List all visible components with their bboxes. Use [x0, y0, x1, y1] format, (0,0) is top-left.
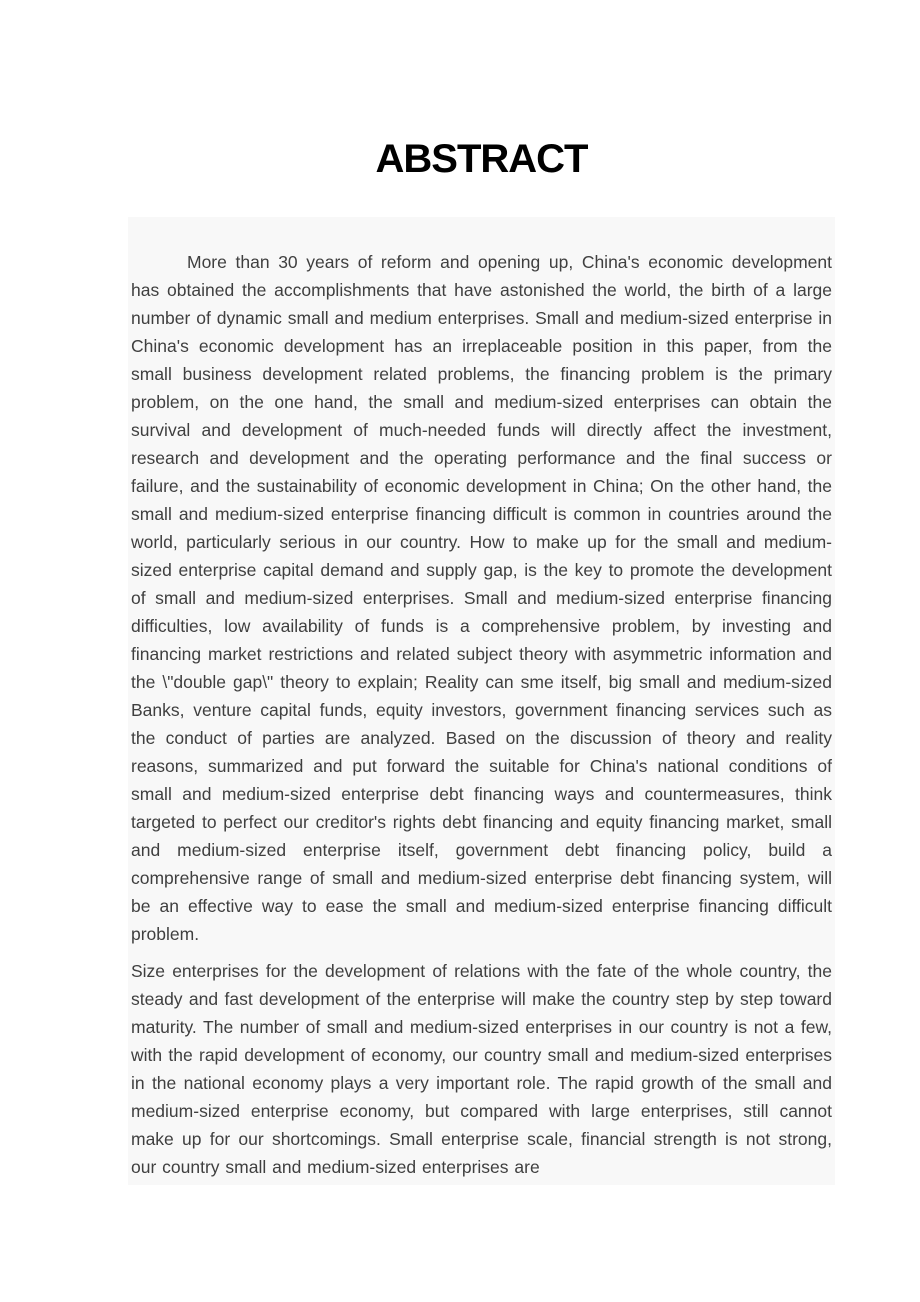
abstract-paragraph-2: Size enterprises for the development of relations with the fate of the whole country, the steady and fast development of the enterprise will make the country step by step toward maturity. The number of small and medium-sized enterprises in our country is not a few, with the rapid development of economy, our country small and medium-sized enterprises in the national economy plays a very important role. The rapid growth of the small and medium-sized enterprise economy, but compared with large enterprises, still cannot make up for our shortcomings. Small enterprise scale, financial strength is not strong, our country small and medium-sized enterprises are [131, 961, 832, 1177]
abstract-paragraph-1: More than 30 years of reform and opening up, China's economic development has obtained the accomplishments that have astonished the world, the birth of a large number of dynamic small and medium enterprises. Small and medium-sized enterprise in China's economic development has an irreplaceable position in this paper, from the small business development related problems, the financing problem is the primary problem, on the one hand, the small and medium-sized enterprises can obtain the survival and development of much-needed funds will directly affect the investment, research and development and the operating performance and the final success or failure, and the sustainability of economic development in China; On the other hand, the small and medium-sized enterprise financing difficult is common in countries around the world, particularly serious in our country. How to make up for the small and medium-sized enterprise capital demand and supply gap, is the key to promote the development of small and medium-sized enterprises. Small and medium-sized enterprise financing difficulties, low availability of funds is a comprehensive problem, by investing and financing market restrictions and related subject theory with asymmetric information and the \"double gap\" theory to explain; Reality can sme itself, big small and medium-sized Banks, venture capital funds, equity investors, government financing services such as the conduct of parties are analyzed. Based on the discussion of theory and reality reasons, summarized and put forward the suitable for China's national conditions of small and medium-sized enterprise debt financing ways and countermeasures, think targeted to perfect our creditor's rights debt financing and equity financing market, small and medium-sized enterprise itself, government debt financing policy, build a comprehensive range of small and medium-sized enterprise debt financing system, will be an effective way to ease the small and medium-sized enterprise financing difficult problem. [131, 252, 832, 944]
page-title: ABSTRACT [375, 137, 588, 181]
abstract-text-block [128, 217, 835, 1185]
